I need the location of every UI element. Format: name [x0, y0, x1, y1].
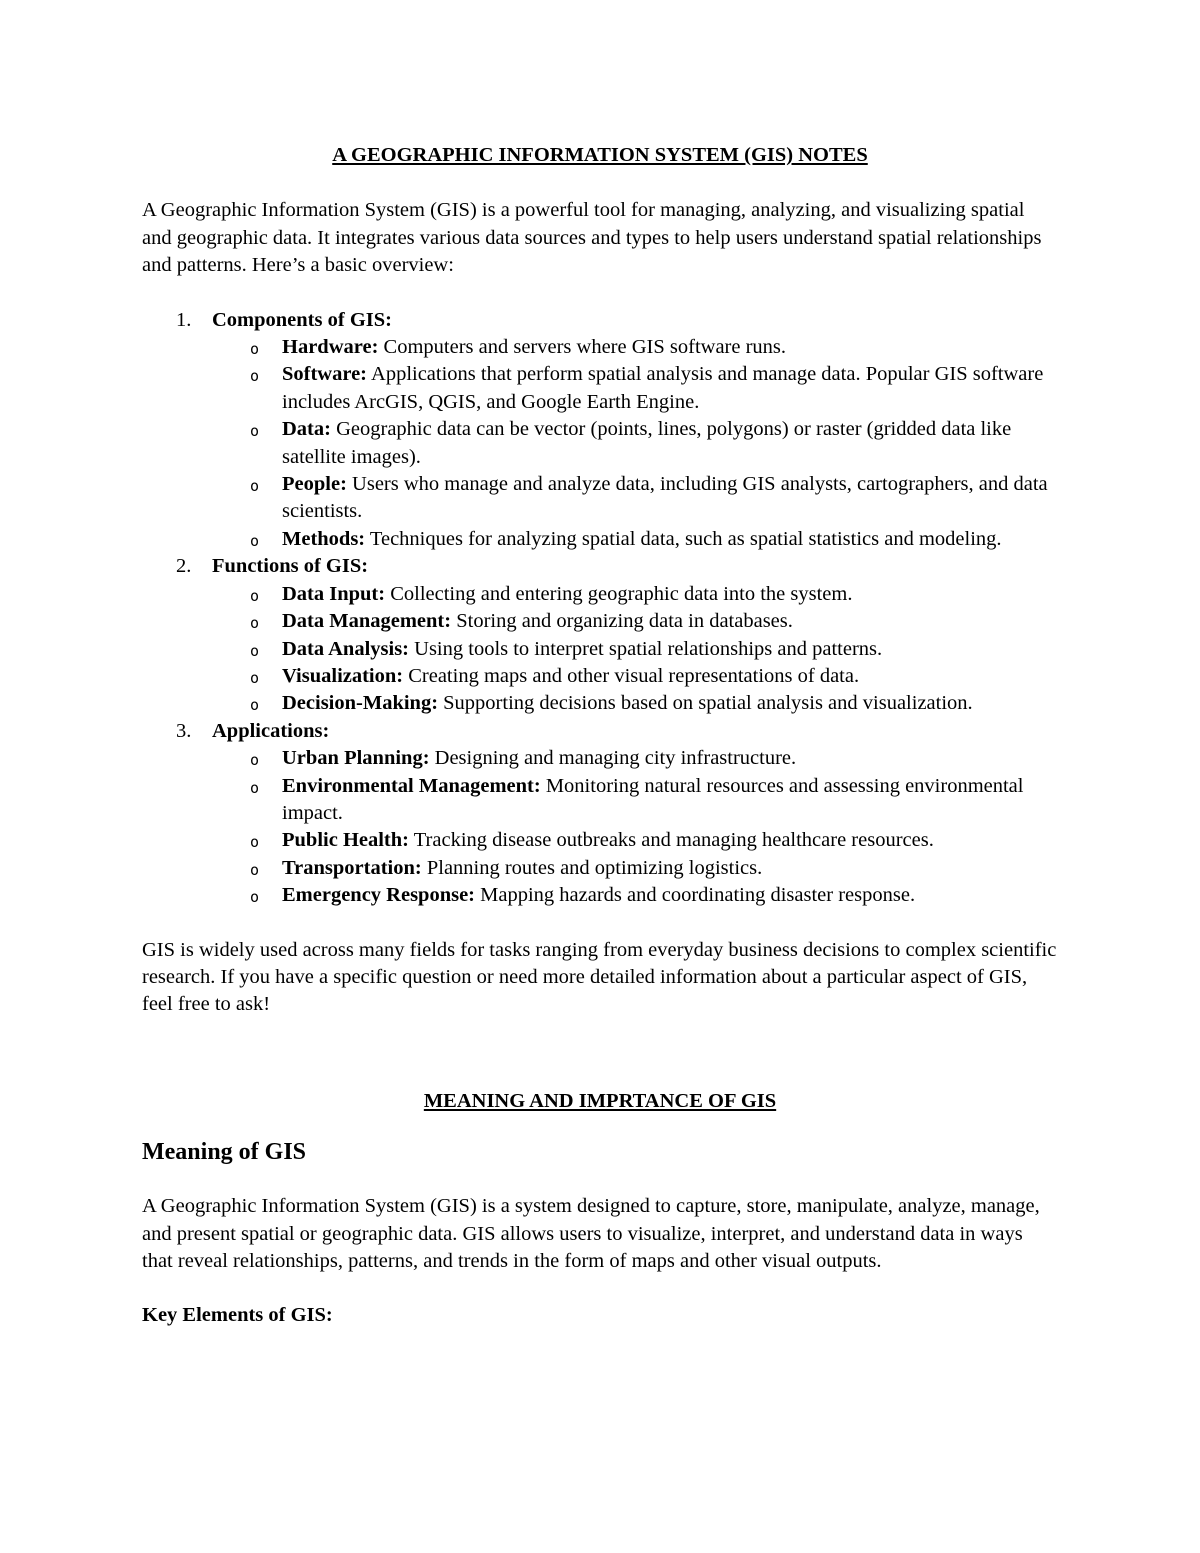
intro-paragraph: A Geographic Information System (GIS) is a powerful tool for managing, analyzing, and visualizing spatial and geographic data. It integrates various data sources and types to help users understand spatial relationships and patterns. Here’s a basic overview: [142, 199, 1042, 277]
item-term: Public Health: [282, 829, 409, 852]
section-title: Functions of GIS: [212, 555, 369, 578]
list-item [212, 773, 1058, 828]
item-text: Users who manage and analyze data, including GIS analysts, cartographers, and data scientists. [282, 473, 1048, 523]
sections-list [142, 307, 1058, 910]
item-term: Data Input: [282, 582, 386, 605]
section-number: 3. [176, 719, 192, 742]
section-items [212, 581, 1058, 718]
bullet-icon: o [250, 422, 260, 441]
item-text: Creating maps and other visual representations of data. [403, 664, 860, 687]
list-item [212, 690, 1058, 717]
bullet-icon: o [250, 477, 260, 496]
bullet-icon: o [250, 668, 260, 687]
list-item [212, 636, 1058, 663]
section-number: 2. [176, 555, 192, 578]
item-text: Planning routes and optimizing logistics. [421, 856, 763, 879]
list-item [212, 581, 1058, 608]
list-item [212, 882, 1058, 909]
item-term: Data Management: [282, 610, 452, 633]
bullet-icon: o [250, 641, 260, 660]
list-item [212, 416, 1058, 471]
section-number: 1. [176, 308, 192, 331]
item-term: Emergency Response: [282, 884, 476, 907]
list-item [212, 745, 1058, 772]
item-text: Tracking disease outbreaks and managing healthcare resources. [408, 829, 934, 852]
section-title: Components of GIS: [212, 308, 392, 331]
item-term: Hardware: [282, 336, 379, 359]
document-page [142, 142, 1058, 1330]
list-item [212, 526, 1058, 553]
bullet-icon: o [250, 888, 260, 907]
item-text: Monitoring natural resources and assessing environmental impact. [282, 774, 1024, 824]
item-text: Mapping hazards and coordinating disaster response. [475, 884, 916, 907]
bullet-icon: o [250, 860, 260, 879]
item-term: Software: [282, 363, 368, 386]
section-functions [142, 553, 1058, 717]
key-elements-heading: Key Elements of GIS: [142, 1304, 333, 1327]
list-item [212, 334, 1058, 361]
bullet-icon: o [250, 778, 260, 797]
list-item [212, 471, 1058, 526]
item-text: Using tools to interpret spatial relationships and patterns. [409, 637, 883, 660]
item-term: Decision-Making: [282, 692, 439, 715]
section-items [212, 334, 1058, 553]
meaning-heading: Meaning of GIS [142, 1139, 307, 1166]
item-text: Collecting and entering geographic data into the system. [385, 582, 853, 605]
bullet-icon: o [250, 531, 260, 550]
item-term: Environmental Management: [282, 774, 541, 797]
bullet-icon: o [250, 340, 260, 359]
section-applications [142, 718, 1058, 910]
item-text: Designing and managing city infrastructure. [429, 747, 797, 770]
item-text: Geographic data can be vector (points, lines, polygons) or raster (gridded data like satellite images). [282, 418, 1012, 468]
item-text: Storing and organizing data in databases. [451, 610, 793, 633]
item-term: Visualization: [282, 664, 404, 687]
bullet-icon: o [250, 751, 260, 770]
item-term: Data Analysis: [282, 637, 410, 660]
closing-paragraph: GIS is widely used across many fields for tasks ranging from everyday business decisions to complex scientific research. If you have a specific question or need more detailed information about a particular aspect of GIS, feel free to ask! [142, 938, 1057, 1016]
item-term: Transportation: [282, 856, 422, 879]
section-items [212, 745, 1058, 909]
item-text: Computers and servers where GIS software runs. [378, 336, 787, 359]
list-item [212, 827, 1058, 854]
item-term: Urban Planning: [282, 747, 430, 770]
list-item [212, 608, 1058, 635]
item-text: Techniques for analyzing spatial data, such as spatial statistics and modeling. [365, 527, 1002, 550]
item-term: Methods: [282, 527, 366, 550]
bullet-icon: o [250, 696, 260, 715]
section-title: Applications: [212, 719, 330, 742]
meaning-paragraph: A Geographic Information System (GIS) is a system designed to capture, store, manipulate, analyze, manage, and present spatial or geographic data. GIS allows users to visualize, interpret, and understand data in ways that reveal relationships, patterns, and trends in the form of maps and other visual outputs. [142, 1195, 1040, 1272]
bullet-icon: o [250, 614, 260, 633]
bullet-icon: o [250, 367, 260, 386]
section-components [142, 307, 1058, 554]
item-term: People: [282, 473, 347, 496]
item-text: Supporting decisions based on spatial analysis and visualization. [438, 692, 973, 715]
second-title: MEANING AND IMPRTANCE OF GIS [423, 1089, 777, 1112]
item-term: Data: [282, 418, 331, 441]
item-text: Applications that perform spatial analysis and manage data. Popular GIS software includes ArcGIS, QGIS, and Google Earth Engine. [282, 363, 1044, 413]
list-item [212, 361, 1058, 416]
document-title: A GEOGRAPHIC INFORMATION SYSTEM (GIS) NOTES [332, 144, 868, 166]
bullet-icon: o [250, 833, 260, 852]
bullet-icon: o [250, 586, 260, 605]
list-item [212, 855, 1058, 882]
list-item [212, 663, 1058, 690]
